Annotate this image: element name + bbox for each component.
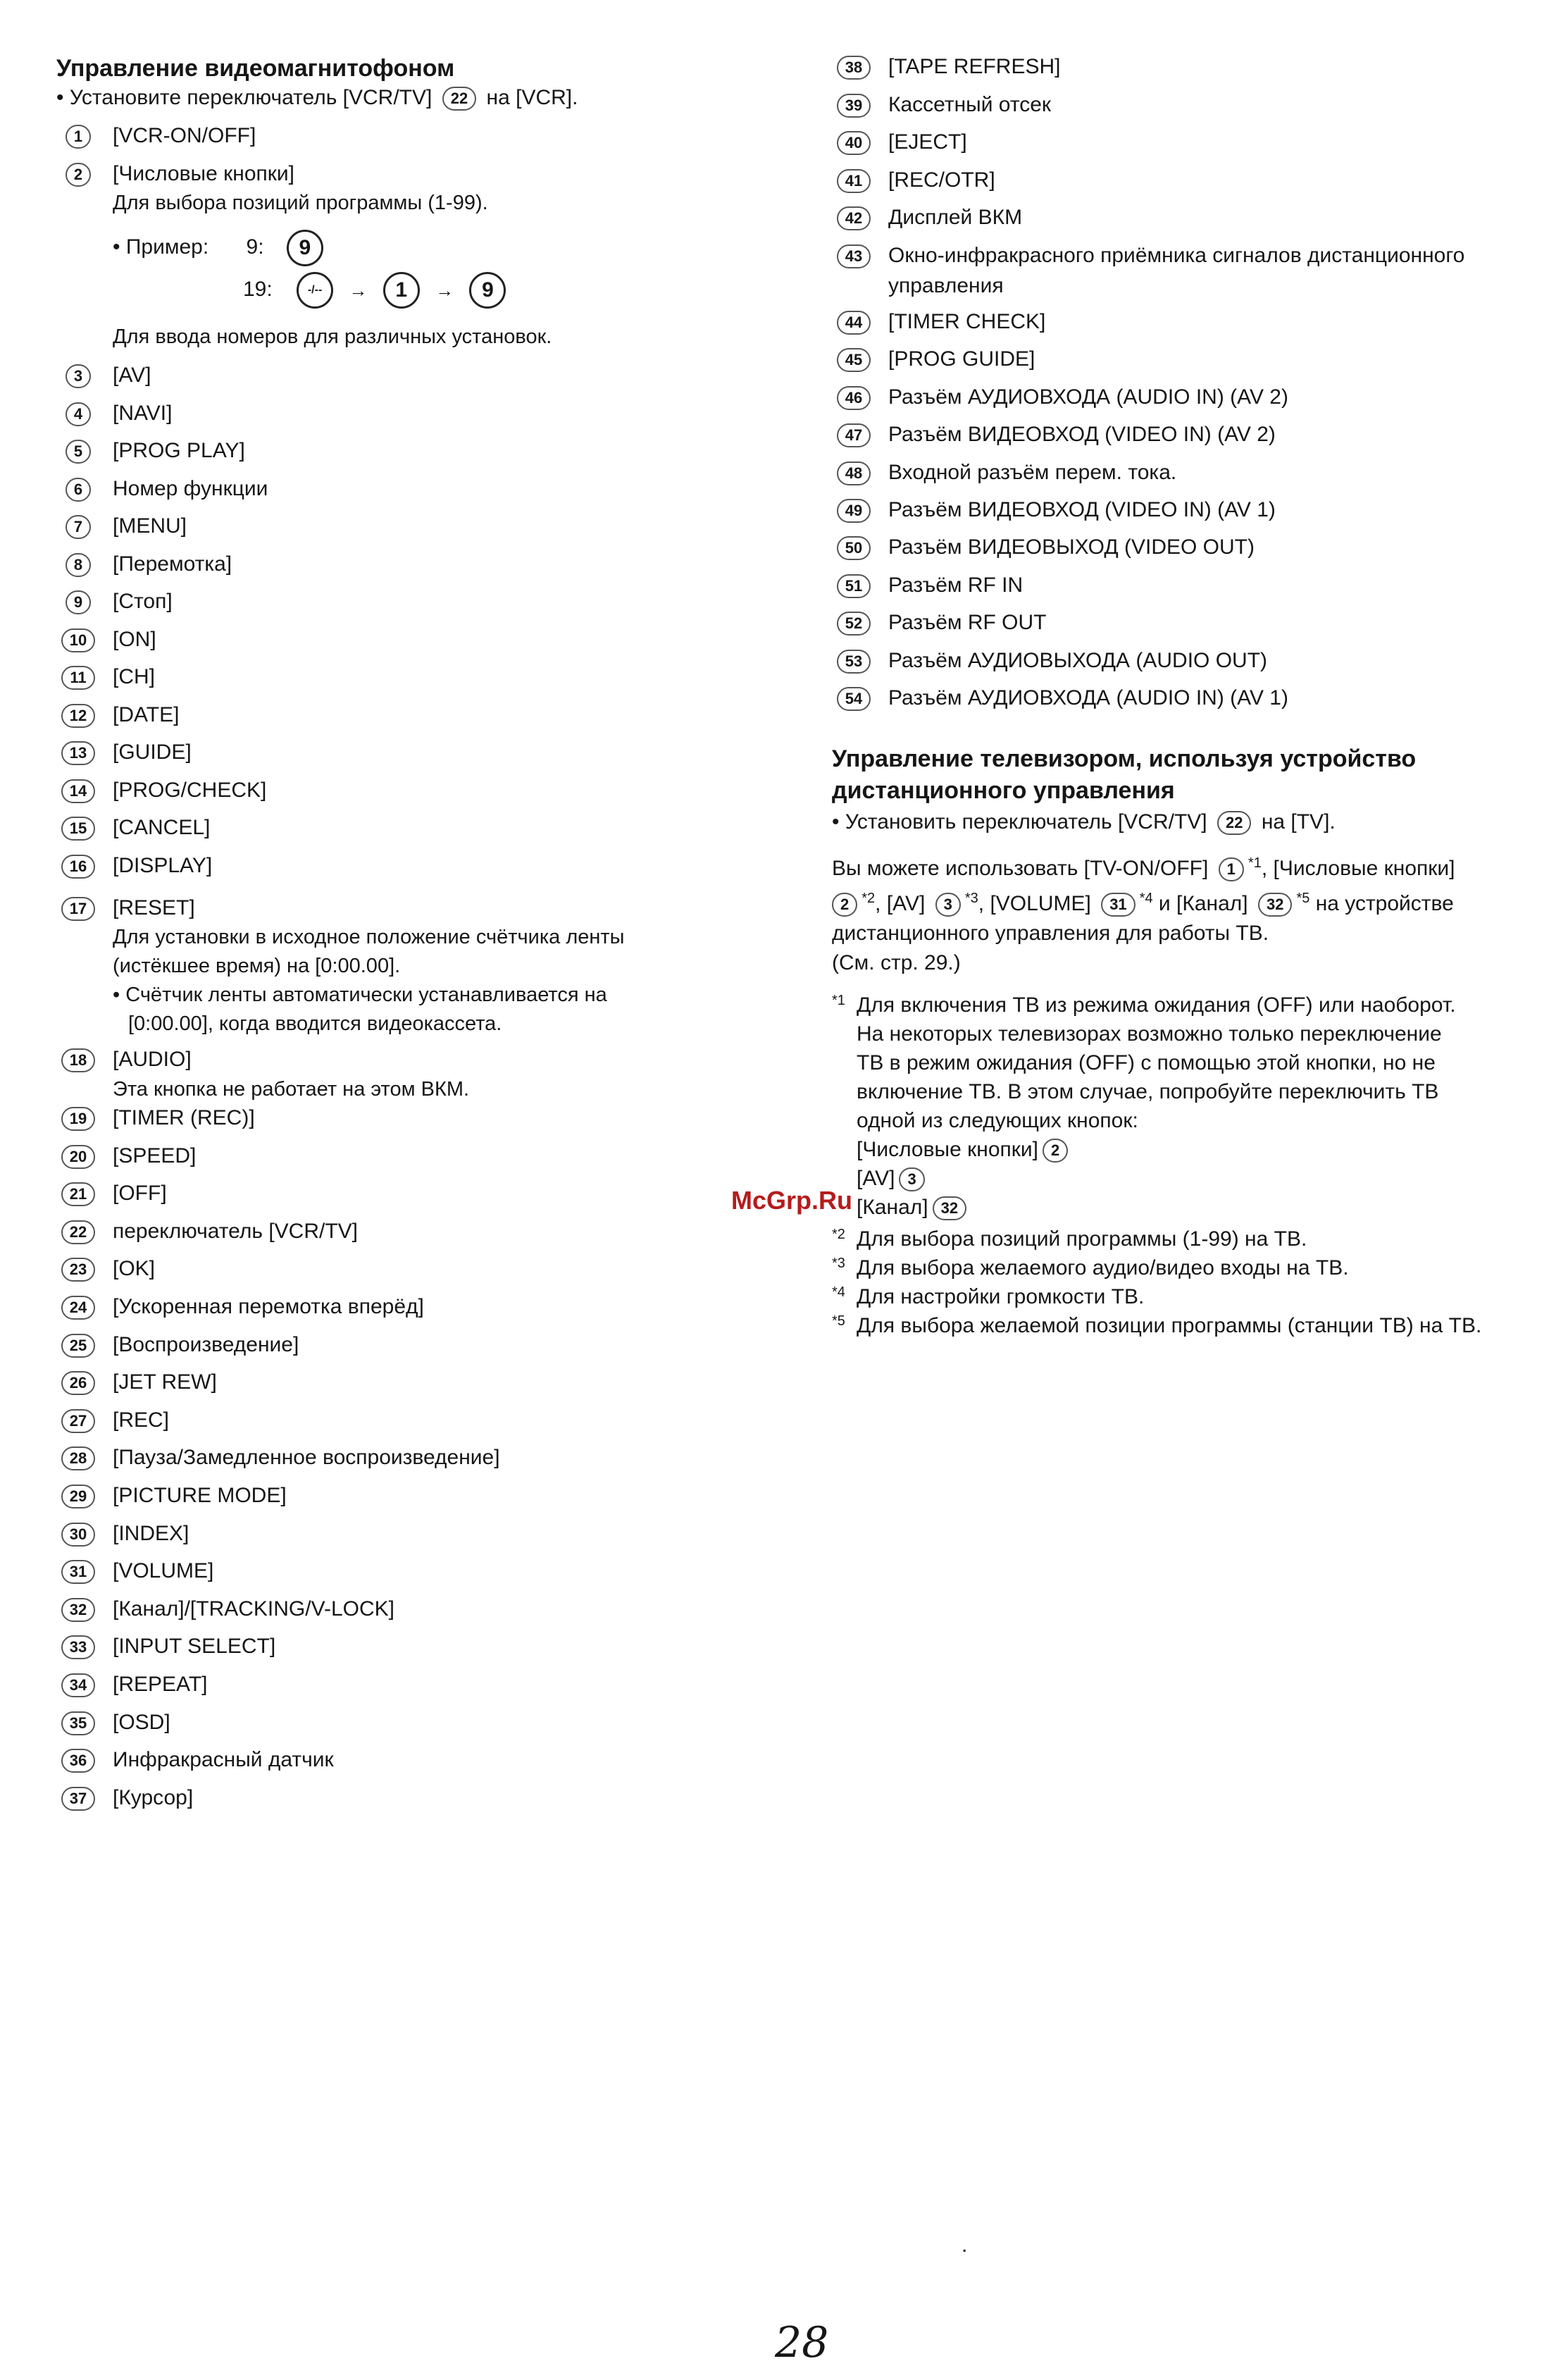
item-number-badge: 33	[61, 1635, 95, 1659]
item-number-badge: 24	[61, 1296, 95, 1320]
item-number-badge: 39	[837, 94, 871, 118]
item-number	[56, 474, 100, 503]
tv-para-badge-31: 31	[1101, 893, 1135, 917]
item-label: [REC/OTR]	[888, 168, 995, 192]
arrow-icon: →	[435, 279, 454, 301]
item-number	[56, 1217, 100, 1246]
vcr-intro-text: • Установите переключатель [VCR/TV]	[56, 86, 433, 109]
item-label: [TIMER CHECK]	[888, 310, 1046, 333]
item-label: [RESET]	[113, 896, 195, 919]
item-number-badge: 5	[66, 440, 91, 464]
key-name: [AV]	[857, 1167, 895, 1190]
item-label: Разъём RF OUT	[888, 611, 1047, 635]
footnote-ref-2: *2	[861, 891, 876, 906]
item-label: [INPUT SELECT]	[113, 1635, 276, 1659]
item-number-badge: 35	[61, 1711, 95, 1735]
item-number	[56, 1045, 100, 1074]
footnote-ref-4: *4	[1139, 891, 1153, 906]
item-label: [Перемотка]	[113, 552, 232, 576]
item2-example	[113, 224, 761, 309]
item-number-badge: 32	[61, 1598, 95, 1622]
item-number	[832, 307, 876, 336]
footnote-1-text	[857, 991, 1547, 1222]
item-number	[832, 495, 876, 524]
item17-desc-line1: Для установки в исходное положение счётчика ленты	[113, 926, 625, 948]
example-label: • Пример:	[113, 235, 209, 259]
item-number	[56, 361, 100, 390]
example-b: 19:	[243, 277, 273, 301]
item-number-badge: 25	[61, 1334, 95, 1358]
item-number-badge: 45	[837, 348, 871, 372]
item-number	[832, 458, 876, 487]
key-9-icon: 9	[469, 272, 506, 309]
item17-desc-line2: (истёкшее время) на [0:00.00].	[113, 955, 401, 977]
tv-intro-text: • Установить переключатель [VCR/TV]	[832, 810, 1207, 834]
item-number	[832, 90, 876, 119]
item-label: [VOLUME]	[113, 1559, 214, 1583]
item-label: [OFF]	[113, 1182, 167, 1206]
footnote-1-line1: Для включения ТВ из режима ожидания (OFF) или наоборот.	[857, 993, 1456, 1017]
tv-para-l4: (См. стр. 29.)	[832, 951, 961, 974]
item-number-badge: 9	[66, 590, 91, 614]
footnote-mark-3: *3	[832, 1256, 845, 1271]
item-label: [Канал]/[TRACKING/V-LOCK]	[113, 1597, 394, 1621]
item-number	[832, 683, 876, 712]
item-number	[56, 1632, 100, 1661]
item-label: Окно-инфракрасного приёмника сигналов дистанционного	[888, 243, 1465, 267]
page-number: 28	[775, 2318, 829, 2367]
item-number	[56, 1103, 100, 1132]
item-label: [Стоп]	[113, 590, 173, 613]
item-number-badge: 38	[837, 56, 871, 80]
item-number	[56, 1443, 100, 1472]
tv-para-badge-1: 1	[1219, 857, 1244, 881]
item-number	[832, 52, 876, 81]
item-number	[832, 608, 876, 637]
item-number-badge: 21	[61, 1182, 95, 1206]
item-number-badge: 8	[66, 553, 91, 577]
tv-paragraph	[832, 848, 1547, 978]
item-label: [Числовые кнопки]	[113, 162, 294, 185]
item-label: [PROG PLAY]	[113, 439, 245, 462]
item-number	[832, 203, 876, 232]
section-heading-vcr: Управление видеомагнитофоном	[56, 55, 455, 82]
item-number-badge: 50	[837, 536, 871, 560]
tv-para-l2d: на устройстве	[1315, 892, 1454, 915]
item-label: Входной разъём перем. тока.	[888, 460, 1177, 484]
tv-intro	[832, 807, 1336, 837]
item-number	[56, 1783, 100, 1812]
item-number	[56, 1254, 100, 1283]
item2-desc: Для выбора позиций программы (1-99).	[113, 192, 488, 214]
item-label: [SPEED]	[113, 1144, 197, 1167]
tv-para-l1b: , [Числовые кнопки]	[1261, 857, 1455, 880]
item-label: Дисплей ВКМ	[888, 206, 1023, 229]
item-number	[56, 738, 100, 767]
key-name: [Канал]	[857, 1196, 928, 1219]
item-label: переключатель [VCR/TV]	[113, 1219, 359, 1243]
item-number	[56, 587, 100, 616]
item-number	[56, 1594, 100, 1623]
footnote-mark-1: *1	[832, 993, 845, 1008]
item-label: [MENU]	[113, 514, 187, 538]
item-number-badge: 27	[61, 1409, 95, 1433]
item-number	[832, 533, 876, 562]
item-number	[56, 399, 100, 428]
item-number	[56, 1519, 100, 1548]
item-number-badge: 13	[61, 741, 95, 765]
footnote-1-line2: На некоторых телевизорах возможно только переключение	[857, 1022, 1442, 1046]
example-a: 9:	[246, 235, 264, 259]
footnote-5-text: Для выбора желаемой позиции программы (станции ТВ) на ТВ.	[857, 1314, 1482, 1337]
item-label: [AV]	[113, 364, 151, 387]
item-number	[56, 851, 100, 880]
item-number-badge: 42	[837, 206, 871, 230]
item-label: Инфракрасный датчик	[113, 1748, 334, 1772]
item-label: Кассетный отсек	[888, 92, 1052, 116]
item-number-badge: 43	[837, 244, 871, 268]
item-number-badge: 48	[837, 461, 871, 485]
item-label: Номер функции	[113, 476, 268, 500]
item-number	[56, 893, 100, 922]
item-label: [Ускоренная перемотка вперёд]	[113, 1295, 424, 1318]
item-label: Разъём АУДИОВХОДА (AUDIO IN) (AV 2)	[888, 385, 1288, 409]
item-number-badge: 28	[61, 1446, 95, 1470]
item-number-badge: 40	[837, 131, 871, 155]
tv-para-badge-2: 2	[832, 893, 857, 917]
item-number-badge: 23	[61, 1258, 95, 1282]
item-number-badge: 17	[61, 897, 95, 921]
item-number	[56, 1406, 100, 1435]
arrow-icon: →	[349, 279, 368, 301]
item-number-badge: 47	[837, 423, 871, 447]
item-number	[56, 1330, 100, 1359]
footnote-ref-5: *5	[1296, 891, 1310, 906]
item-number	[832, 128, 876, 156]
section-heading-tv-line1: Управление телевизором, используя устройство	[832, 745, 1417, 772]
item-number-badge: 18	[61, 1048, 95, 1072]
item-number-badge: 3	[66, 364, 91, 388]
item-number-badge: 16	[61, 855, 95, 879]
item-label: Разъём RF IN	[888, 573, 1023, 597]
item-number	[56, 436, 100, 465]
tv-para-l2c: и [Канал]	[1158, 892, 1248, 915]
item-label: [GUIDE]	[113, 741, 192, 764]
item-number-badge: 29	[61, 1485, 95, 1508]
item-number-badge: 22	[61, 1220, 95, 1244]
vcr-intro-text-post: на [VCR].	[486, 86, 578, 109]
tv-para-l2a: , [AV]	[875, 892, 926, 915]
item-number-badge: 52	[837, 612, 871, 636]
item-label: Разъём ВИДЕОВЫХОД (VIDEO OUT)	[888, 535, 1255, 559]
item-number	[56, 550, 100, 578]
item-number-badge: 37	[61, 1787, 95, 1811]
item-number	[56, 121, 100, 150]
tv-para-l3: дистанционного управления для работы ТВ.	[832, 922, 1269, 945]
item-number	[56, 662, 100, 691]
stray-dot: .	[962, 2233, 968, 2257]
key-badge: 3	[899, 1167, 924, 1191]
item-label: [CH]	[113, 665, 155, 688]
tv-intro-badge: 22	[1217, 811, 1251, 835]
item-number	[832, 571, 876, 600]
item-number	[832, 345, 876, 373]
item-number-badge: 30	[61, 1523, 95, 1547]
item-label: [VCR-ON/OFF]	[113, 124, 256, 147]
item-number-badge: 1	[66, 125, 91, 149]
section-heading-tv-line2: дистанционного управления	[832, 777, 1175, 804]
item-number-badge: 12	[61, 704, 95, 728]
footnote-1-key2	[857, 1164, 1547, 1193]
item-number	[56, 1670, 100, 1699]
item-number-badge: 53	[837, 650, 871, 674]
key-badge: 2	[1043, 1139, 1068, 1163]
item-label: [TIMER (REC)]	[113, 1106, 255, 1129]
item-label: Разъём АУДИОВХОДА (AUDIO IN) (AV 1)	[888, 686, 1288, 710]
key-badge: 32	[933, 1196, 966, 1220]
item-number-badge: 19	[61, 1107, 95, 1131]
footnote-ref-3: *3	[964, 891, 978, 906]
section-heading-tv	[832, 743, 1416, 807]
item-label: [Воспроизведение]	[113, 1332, 299, 1356]
item-number-badge: 49	[837, 499, 871, 523]
item2-desc2: Для ввода номеров для различных установок.	[113, 326, 552, 348]
tv-para-l1a: Вы можете использовать [TV-ON/OFF]	[832, 857, 1209, 880]
footnote-2-text: Для выбора позиций программы (1-99) на ТВ.	[857, 1227, 1307, 1251]
item-number	[56, 1708, 100, 1737]
item-number-badge: 11	[61, 666, 94, 690]
item-number	[832, 420, 876, 449]
item-label: [OSD]	[113, 1710, 170, 1734]
item-number-badge: 44	[837, 311, 871, 335]
item-label: [TAPE REFRESH]	[888, 55, 1061, 78]
item-number	[832, 166, 876, 194]
tv-intro-text-post: на [TV].	[1261, 810, 1336, 834]
item17-bullet-line2: [0:00.00], когда вводится видеокассета.	[128, 1012, 502, 1035]
item-number	[832, 383, 876, 411]
footnote-4-text: Для настройки громкости ТВ.	[857, 1285, 1145, 1308]
item18-desc: Эта кнопка не работает на этом ВКМ.	[113, 1078, 470, 1101]
key-dash-icon: -/--	[297, 272, 333, 309]
item-label: [CANCEL]	[113, 816, 211, 839]
item-number-badge: 6	[66, 478, 91, 502]
footnote-3-text: Для выбора желаемого аудио/видео входы на ТВ.	[857, 1256, 1349, 1280]
vcr-intro-badge: 22	[442, 87, 476, 111]
item-number	[56, 1141, 100, 1170]
item-number	[56, 776, 100, 805]
item-label: [DISPLAY]	[113, 853, 213, 877]
item-label: [AUDIO]	[113, 1048, 192, 1071]
item-number-badge: 4	[66, 402, 91, 426]
item-number	[56, 159, 100, 188]
item-label: [INDEX]	[113, 1521, 189, 1545]
item-label: [PICTURE MODE]	[113, 1484, 287, 1507]
item-label: Разъём ВИДЕОВХОД (VIDEO IN) (AV 1)	[888, 498, 1276, 521]
item-number	[56, 1481, 100, 1510]
item-label: [ON]	[113, 627, 156, 651]
item43-cont: управления	[888, 274, 1004, 297]
item-label: [PROG/CHECK]	[113, 778, 267, 802]
item-number-badge: 41	[837, 169, 871, 193]
item-number-badge: 36	[61, 1749, 95, 1773]
item-label: [Курсор]	[113, 1785, 194, 1809]
item-label: [Пауза/Замедленное воспроизведение]	[113, 1446, 500, 1470]
item-number	[56, 1292, 100, 1321]
footnote-1-key3	[857, 1193, 1547, 1222]
item17-desc	[113, 923, 761, 1039]
item-label: [PROG GUIDE]	[888, 347, 1035, 371]
item-number	[56, 512, 100, 540]
footnote-1-key1	[857, 1135, 1547, 1164]
item-label: Разъём АУДИОВЫХОДА (AUDIO OUT)	[888, 648, 1268, 672]
item-number-badge: 15	[61, 817, 95, 841]
footnote-ref-1: *1	[1247, 855, 1262, 871]
footnote-1-line4: включение ТВ. В этом случае, попробуйте переключить ТВ	[857, 1080, 1439, 1103]
item-number-badge: 54	[837, 687, 871, 711]
vcr-intro	[56, 83, 578, 113]
item-number-badge: 31	[61, 1560, 95, 1584]
item-number-badge: 7	[66, 515, 91, 539]
item-label: [JET REW]	[113, 1370, 217, 1394]
key-9-icon: 9	[287, 230, 323, 266]
footnote-mark-2: *2	[832, 1227, 845, 1242]
footnote-mark-4: *4	[832, 1284, 845, 1300]
item-number-badge: 34	[61, 1673, 95, 1697]
item-number	[56, 1368, 100, 1396]
item-number	[56, 1745, 100, 1774]
tv-para-badge-3: 3	[935, 893, 961, 917]
item-number-badge: 14	[61, 779, 95, 803]
tv-para-l2b: , [VOLUME]	[978, 892, 1091, 915]
key-1-icon: 1	[383, 272, 420, 309]
item-number	[56, 625, 100, 654]
watermark: McGrp.Ru	[731, 1186, 853, 1215]
item17-bullet-line1: • Счётчик ленты автоматически устанавливается на	[113, 984, 607, 1006]
item-number	[56, 813, 100, 842]
footnote-1-line5: одной из следующих кнопок:	[857, 1109, 1138, 1132]
key-name: [Числовые кнопки]	[857, 1138, 1038, 1161]
item-number	[832, 241, 876, 270]
item-number-badge: 10	[61, 628, 95, 652]
item-number-badge: 26	[61, 1371, 95, 1395]
item-label: [EJECT]	[888, 130, 967, 154]
item-number-badge: 51	[837, 574, 871, 598]
item-number	[832, 646, 876, 675]
item-label: [REC]	[113, 1408, 170, 1432]
item-number-badge: 46	[837, 386, 871, 410]
item-label: [OK]	[113, 1257, 156, 1281]
item-number-badge: 20	[61, 1145, 95, 1169]
item-number	[56, 1556, 100, 1585]
item-number	[56, 700, 100, 729]
item-label: [REPEAT]	[113, 1673, 208, 1696]
item-label: [NAVI]	[113, 401, 173, 425]
footnote-1-line3: ТВ в режим ожидания (OFF) с помощью этой кнопки, но не	[857, 1051, 1436, 1074]
item-label: Разъём ВИДЕОВХОД (VIDEO IN) (AV 2)	[888, 423, 1276, 447]
item-number-badge: 2	[66, 163, 91, 187]
item-label: [DATE]	[113, 702, 180, 726]
footnote-mark-5: *5	[832, 1313, 845, 1329]
item-number	[56, 1179, 100, 1208]
tv-para-badge-32: 32	[1258, 893, 1292, 917]
